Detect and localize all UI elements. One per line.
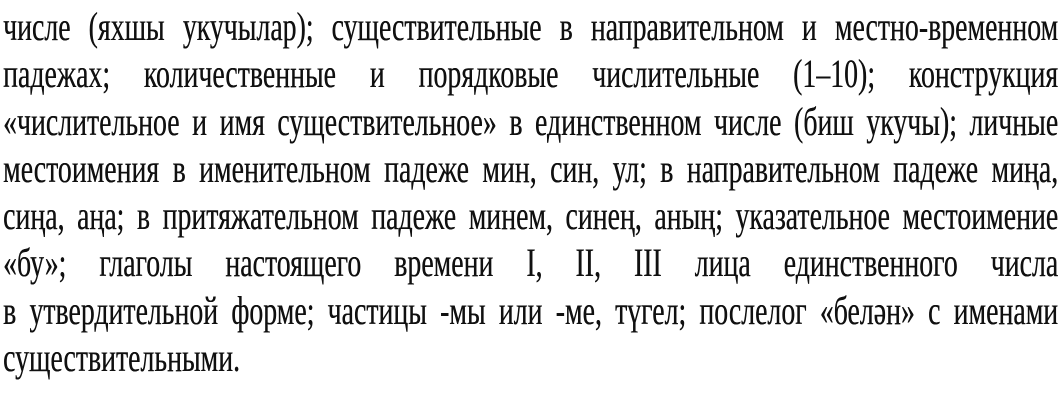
text-line-4: местоимения в именительном падеже мин, син, ул; в направительном падеже миңа, [3, 145, 1059, 191]
text-line-6: «бу»; глаголы настоящего времени I, II, III лица единственного числа [3, 240, 1059, 286]
text-line-1: числе (яхшы укучылар); существительные в направительном и местно-временном [3, 4, 1059, 49]
text-line-7: в утвердительной форме; частицы -мы или -ме, түгел; послелог «белән» с именами [3, 287, 1059, 333]
text-line-2: падежах; количественные и порядковые числительные (1–10); конструкция [3, 51, 1059, 97]
paragraph-text [3, 3, 1062, 381]
text-line-8: существительными. [3, 335, 240, 381]
text-line-5: сиңа, аңа; в притяжательном падеже минем, синең, аның; указательное местоимение [3, 193, 1059, 239]
text-line-3: «числительное и имя существительное» в единственном числе (биш укучы); личные [3, 98, 1059, 144]
